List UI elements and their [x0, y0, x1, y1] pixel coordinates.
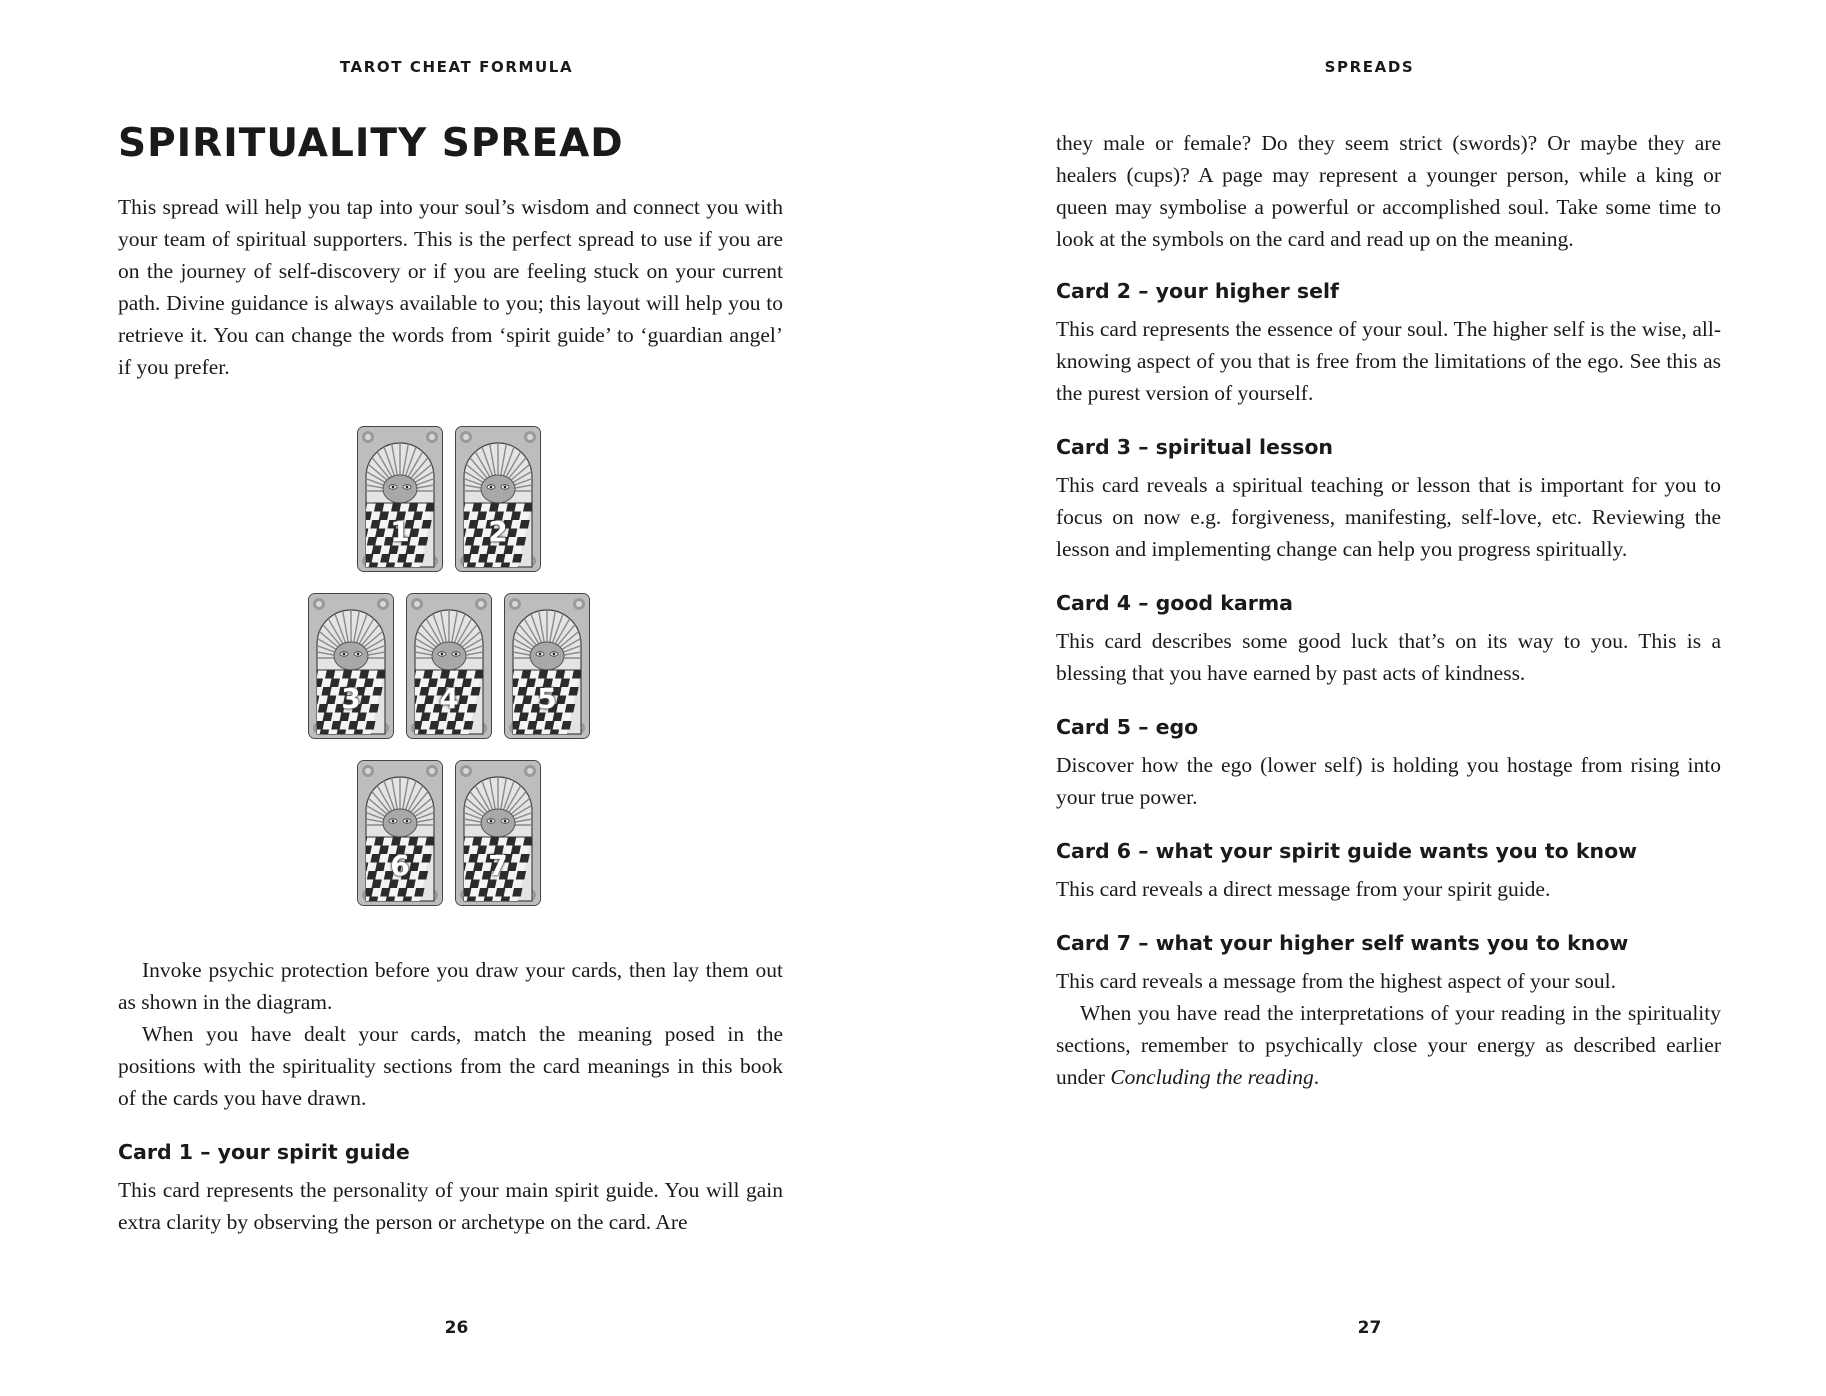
tarot-card-2	[455, 426, 541, 572]
card4-heading: Card 4 – good karma	[1056, 591, 1294, 615]
card2-heading: Card 2 – your higher self	[1056, 279, 1339, 303]
right-page	[913, 0, 1826, 1396]
card5-text: Discover how the ego (lower self) is holding you hostage from rising into your true power.	[1056, 753, 1721, 809]
card-artwork	[358, 427, 442, 571]
card3-heading: Card 3 – spiritual lesson	[1056, 435, 1334, 459]
closing-reference: Concluding the reading	[1110, 1065, 1314, 1089]
tarot-card-4	[406, 593, 492, 739]
card5-heading: Card 5 – ego	[1056, 715, 1199, 739]
page-number-right: 27	[1357, 1318, 1382, 1338]
tarot-card-3	[308, 593, 394, 739]
card2-text: This card represents the essence of your soul. The higher self is the wise, all-knowing aspect of you that is free from the limitations of the ego. See this as the purest version of yourself.	[1056, 317, 1721, 405]
spread-diagram	[305, 426, 605, 914]
card4-text: This card describes some good luck that’s on its way to you. This is a blessing that you have earned by past acts of kindness.	[1056, 629, 1721, 685]
card6-heading: Card 6 – what your spirit guide wants you to know	[1056, 839, 1638, 863]
closing-text: When you have read the interpretations of your reading in the spirituality sections, remember to psychically close your energy as described earlier under	[1056, 1001, 1721, 1089]
card-number: 2	[488, 515, 508, 548]
running-head-right: SPREADS	[1324, 58, 1415, 76]
intro-block	[118, 191, 783, 383]
tarot-card-6	[357, 760, 443, 906]
card1-text: This card represents the personality of your main spirit guide. You will gain extra clarity by observing the person or archetype on the card. Are	[118, 1178, 783, 1234]
card-artwork	[407, 594, 491, 738]
tarot-card-5	[504, 593, 590, 739]
card3-text: This card reveals a spiritual teaching or lesson that is important for you to focus on now e.g. forgiveness, manifesting, self-love, etc. Reviewing the lesson and implementing change can help you progress spiritually.	[1056, 473, 1721, 561]
right-column	[1056, 127, 1721, 1093]
tarot-card-7	[455, 760, 541, 906]
closing-paragraph	[1056, 997, 1721, 1093]
card-number: 1	[390, 515, 410, 548]
card1-block	[118, 1136, 783, 1238]
card-artwork	[456, 427, 540, 571]
card7-text: This card reveals a message from the highest aspect of your soul.	[1056, 969, 1617, 993]
card1-continuation: they male or female? Do they seem strict (swords)? Or maybe they are healers (cups)? A page may represent a younger person, while a king or queen may symbolise a powerful or accomplished soul. Take some time to look at the symbols on the card and read up on the meaning.	[1056, 131, 1721, 251]
tarot-card-1	[357, 426, 443, 572]
card-artwork	[505, 594, 589, 738]
card-number: 4	[439, 682, 459, 715]
closing-period: .	[1313, 1065, 1320, 1089]
paragraph-invoke: Invoke psychic protection before you draw your cards, then lay them out as shown in the diagram.	[118, 958, 783, 1014]
card-artwork	[358, 761, 442, 905]
card-number: 5	[537, 682, 557, 715]
card-number: 3	[341, 682, 361, 715]
page-title: SPIRITUALITY SPREAD	[118, 121, 624, 166]
instructions-block	[118, 954, 783, 1114]
intro-paragraph: This spread will help you tap into your soul’s wisdom and connect you with your team of spiritual supporters. This is the perfect spread to use if you are on the journey of self-discovery or if you are feeling stuck on your current path. Divine guidance is always available to you; this layout will help you to retrieve it. You can change the words from ‘spirit guide’ to ‘guardian angel’ if you prefer.	[118, 195, 783, 379]
card-artwork	[309, 594, 393, 738]
running-head-left: TAROT CHEAT FORMULA	[339, 58, 574, 76]
card1-heading: Card 1 – your spirit guide	[118, 1140, 410, 1164]
card-number: 7	[488, 849, 508, 882]
card-artwork	[456, 761, 540, 905]
card6-text: This card reveals a direct message from your spirit guide.	[1056, 877, 1551, 901]
paragraph-dealt: When you have dealt your cards, match the meaning posed in the positions with the spirituality sections from the card meanings in this book of the cards you have drawn.	[118, 1022, 783, 1110]
card-number: 6	[390, 849, 410, 882]
card7-heading: Card 7 – what your higher self wants you to know	[1056, 931, 1629, 955]
title-block	[118, 121, 783, 166]
page-number-left: 26	[444, 1318, 469, 1338]
